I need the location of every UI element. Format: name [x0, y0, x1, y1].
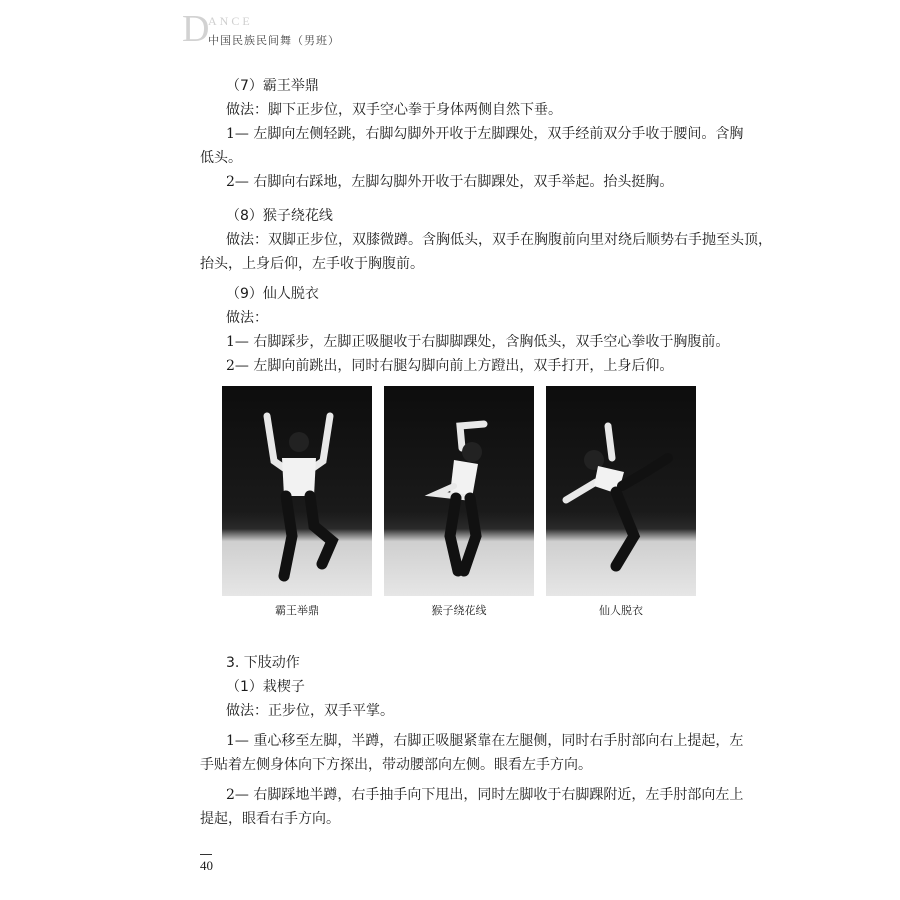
section-3-title: 3. 下肢动作 — [226, 655, 300, 671]
section-7-method: 做法：脚下正步位，双手空心拳于身体两侧自然下垂。 — [226, 102, 562, 118]
section-9 — [200, 282, 730, 378]
subsection-1-step2-line2: 提起，眼看右手方向。 — [200, 811, 340, 827]
section-7-step1-line2: 低头。 — [200, 150, 242, 166]
dance-logo-text: ANCE — [208, 14, 253, 28]
running-title: 中国民族民间舞（男班） — [208, 34, 340, 47]
subsection-1-method: 做法：正步位，双手平掌。 — [226, 703, 394, 719]
subsection-1-step1-line1: 1— 重心移至左脚，半蹲，右脚正吸腿紧靠在左腿侧，同时右手肘部向右上提起，左 — [226, 733, 744, 749]
photo-row — [222, 386, 696, 620]
page-number-rule — [200, 854, 212, 855]
dancer-silhouette-icon — [384, 386, 534, 596]
section-9-step2: 2— 左脚向前跳出，同时右腿勾脚向前上方蹬出，双手打开，上身后仰。 — [226, 358, 674, 374]
photo-figure-3 — [546, 386, 696, 618]
section-7-title: （7）霸王举鼎 — [226, 78, 319, 94]
dancer-photo-houzi — [384, 386, 534, 596]
photo-caption: 仙人脱衣 — [599, 604, 643, 617]
subsection-1-step2-line1: 2— 右脚踩地半蹲，右手抽手向下甩出，同时左脚收于右脚踝附近，左手肘部向左上 — [226, 787, 744, 803]
section-9-method: 做法： — [226, 310, 268, 326]
subsection-1-title: （1）栽楔子 — [226, 679, 305, 695]
page-number: 40 — [200, 858, 213, 873]
section-8-method-line1: 做法：双脚正步位，双膝微蹲。含胸低头，双手在胸腹前向里对绕后顺势右手抛至头顶， — [226, 232, 772, 248]
section-3 — [200, 651, 744, 831]
dancer-photo-bawang — [222, 386, 372, 596]
photo-caption: 猴子绕花线 — [431, 604, 487, 617]
dance-logo-letter: D — [182, 8, 210, 50]
section-7-step2: 2— 右脚向右踩地，左脚勾脚外开收于右脚踝处，双手举起。抬头挺胸。 — [226, 174, 674, 190]
section-9-step1: 1— 右脚踩步，左脚正吸腿收于右脚脚踝处，含胸低头，双手空心拳收于胸腹前。 — [226, 334, 730, 350]
dancer-silhouette-icon — [546, 386, 696, 596]
section-8-title: （8）猴子绕花线 — [226, 208, 333, 224]
section-9-title: （9）仙人脱衣 — [226, 286, 319, 302]
section-8-method-line2: 抬头，上身后仰，左手收于胸腹前。 — [200, 256, 424, 272]
running-header — [182, 10, 482, 50]
photo-figure-2 — [384, 386, 534, 618]
subsection-1-step1-line2: 手贴着左侧身体向下方探出，带动腰部向左侧。眼看左手方向。 — [200, 757, 592, 773]
section-7 — [200, 74, 744, 194]
section-7-step1-line1: 1— 左脚向左侧轻跳，右脚勾脚外开收于左脚踝处，双手经前双分手收于腰间。含胸 — [226, 126, 744, 142]
dancer-photo-xianren — [546, 386, 696, 596]
dancer-silhouette-icon — [222, 386, 372, 596]
section-8 — [200, 204, 772, 276]
photo-caption: 霸王举鼎 — [275, 604, 319, 617]
photo-figure-1 — [222, 386, 372, 618]
